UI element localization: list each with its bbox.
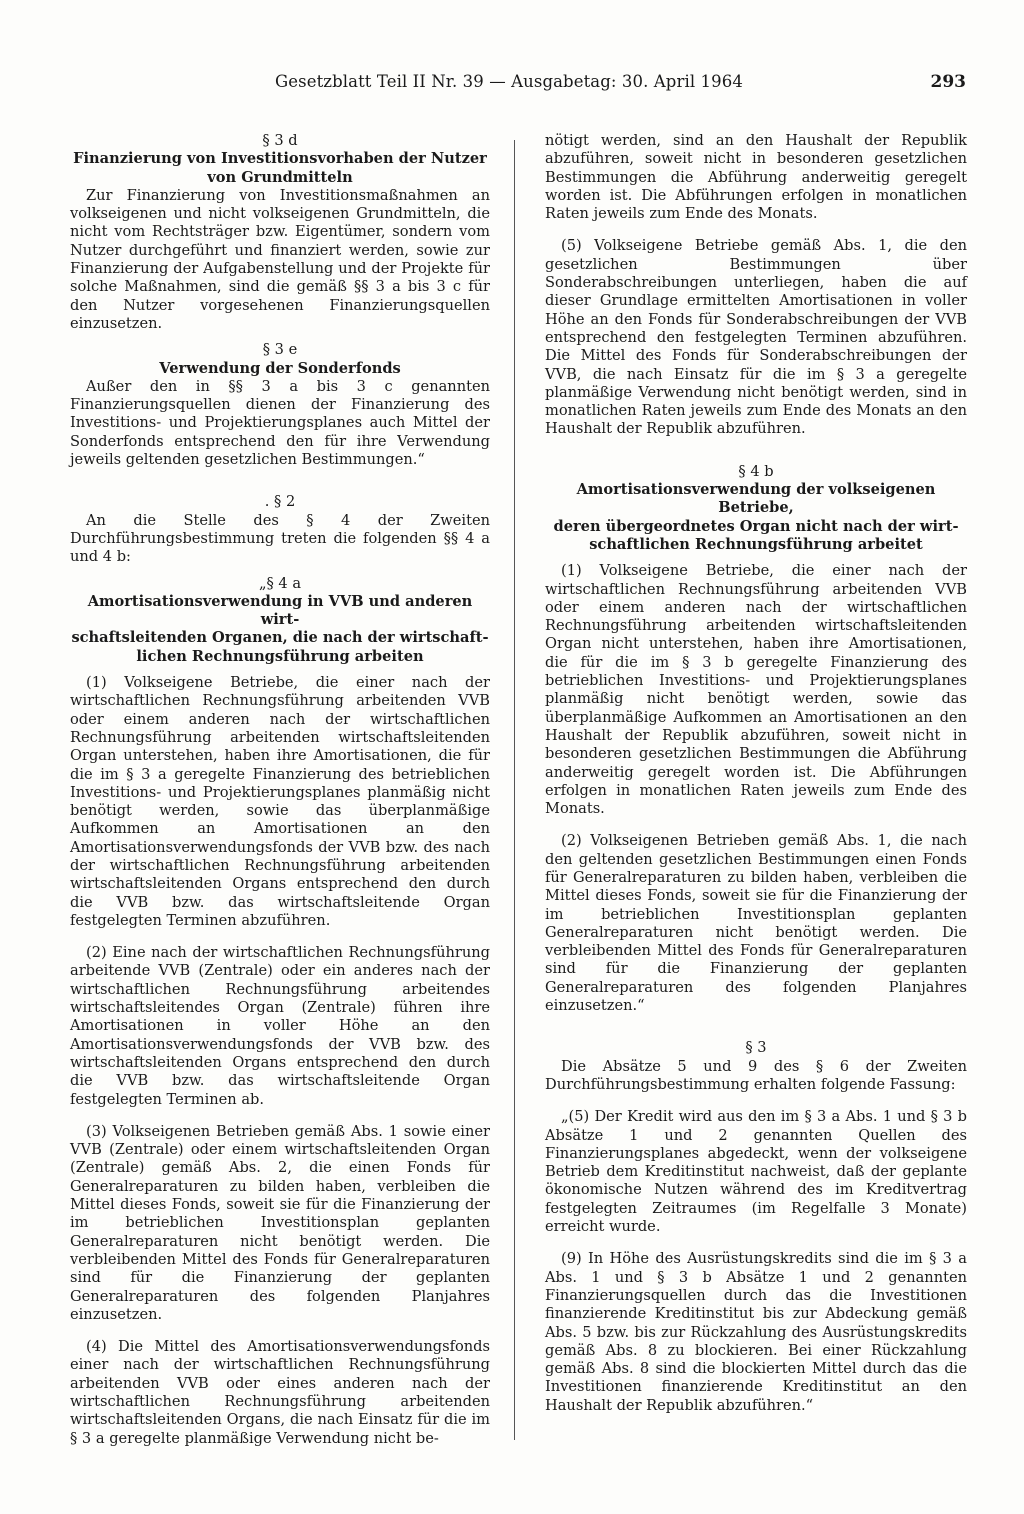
- left-column: [70, 132, 490, 1448]
- section-text-3: Die Absätze 5 und 9 des § 6 der Zweiten Durchführungsbestimmung erhalten folgende Fassung:: [545, 1057, 967, 1093]
- page-header: [0, 72, 1024, 102]
- section-heading-3d-line-1: Finanzierung von Investitionsvorhaben der Nutzer: [73, 150, 487, 168]
- section-heading-4b-line-1: Amortisationsverwendung der volkseigenen Betriebe,: [576, 481, 936, 517]
- section-label-4b: § 4 b: [738, 462, 774, 480]
- paragraph-4a-5: (5) Volkseigene Betriebe gemäß Abs. 1, die den gesetzlichen Bestimmungen über Sonderabschreibungen unterliegen, haben die auf dieser Grundlage ermittelten Amortisationen in voller Höhe an den Fonds für Sonderabschreibungen der VVB entsprechend den festgelegten Terminen abzuführen. Die Mittel des Fonds für Sonderabschreibungen der VVB, die nach Einsatz für die im § 3 a geregelte planmäßige Verwendung nicht benötigt werden, sind in monatlichen Raten jeweils zum Ende des Monats an den Haushalt der Republik abzuführen.: [545, 237, 967, 438]
- section-heading-3e: Verwendung der Sonderfonds: [159, 359, 401, 377]
- paragraph-3-5: „(5) Der Kredit wird aus den im § 3 a Abs. 1 und § 3 b Absätze 1 und 2 genannten Quellen des Finanzierungsplanes abgedeckt, wenn der volkseigene Betrieb dem Kreditinstitut nachweist, daß der geplante ökonomische Nutzen während des im Kreditvertrag festgelegten Zeitraumes (im Regelfalle 3 Monate) erreicht wurde.: [545, 1108, 967, 1236]
- section-heading-4b-line-3: schaftlichen Rechnungsführung arbeitet: [589, 535, 923, 553]
- section-heading-4a-line-1: Amortisationsverwendung in VVB und anderen wirt-: [87, 592, 473, 629]
- paragraph-4a-4: (4) Die Mittel des Amortisationsverwendungsfonds einer nach der wirtschaftlichen Rechnungsführung arbeitenden VVB oder eines anderen nach der wirtschaftlichen Rechnungsführung arbeitenden wirtschaftsleitenden Organs, die nach Einsatz für die im § 3 a geregelte planmäßige Verwendung nicht be-: [70, 1338, 490, 1447]
- paragraph-4a-2: (2) Eine nach der wirtschaftlichen Rechnungsführung arbeitende VVB (Zentrale) oder ein anderes nach der wirtschaftlichen Rechnungsführung arbeitendes wirtschaftsleitendes Organ (Zentrale) führen ihre Amortisationen in voller Höhe an den Amortisationsverwendungsfonds der VVB bzw. des wirtschaftsleitenden Organs entsprechend den durch die VVB bzw. das wirtschaftsleitende Organ festgelegten Terminen ab.: [70, 944, 490, 1108]
- section-heading-4a-line-2: schaftsleitenden Organen, die nach der wirtschaft-: [71, 629, 489, 647]
- paragraph-4b-2: (2) Volkseigenen Betrieben gemäß Abs. 1, die nach den geltenden gesetzlichen Bestimmungen einen Fonds für Generalreparaturen zu bilden haben, verbleiben die Mittel dieses Fonds, soweit sie für die Finanzierung der im betrieblichen Investitionsplan geplanten Generalreparaturen nicht benötigt werden. Die verbleibenden Mittel des Fonds für Generalreparaturen sind für die Finanzierung der geplanten Generalreparaturen des folgenden Planjahres einzusetzen.“: [545, 832, 967, 1015]
- section-heading-3d-line-2: von Grundmitteln: [207, 168, 353, 186]
- section-label-3d: § 3 d: [262, 132, 298, 149]
- section-label-3: § 3: [745, 1039, 767, 1057]
- paragraph-4a-4-continued: nötigt werden, sind an den Haushalt der Republik abzuführen, soweit nicht in besonderen gesetzlichen Bestimmungen die Abführung anderweitig geregelt worden ist. Die Abführungen erfolgen in monatlichen Raten jeweils zum Ende des Monats.: [545, 132, 967, 223]
- paragraph-4a-1: (1) Volkseigene Betriebe, die einer nach der wirtschaftlichen Rechnungsführung arbeitenden VVB oder einem anderen nach der wirtschaftlichen Rechnungsführung arbeitenden wirtschaftsleitenden Organ unterstehen, haben ihre Amortisationen, die für die im § 3 a geregelte Finanzierung des betrieblichen Investitions- und Projektierungsplanes planmäßig nicht benötigt werden, sowie das überplanmäßige Aufkommen an Amortisationen an den Amortisationsverwendungsfonds der VVB bzw. des nach der wirtschaftlichen Rechnungsführung arbeitenden wirtschaftsleitenden Organs entsprechend den durch die VVB bzw. das wirtschaftsleitende Organ festgelegten Terminen abzuführen.: [70, 674, 490, 929]
- section-label-3e: § 3 e: [262, 341, 298, 359]
- paragraph-4b-1: (1) Volkseigene Betriebe, die einer nach der wirtschaftlichen Rechnungsführung arbeitenden VVB oder einem anderen nach der wirtschaftlichen Rechnungsführung arbeitenden wirtschaftsleitenden Organ nicht unterstehen, haben ihre Amortisationen, die für die im § 3 b geregelte Finanzierung des betrieblichen Investitions- und Projektierungsplanes planmäßig nicht benötigt werden, sowie das überplanmäßige Aufkommen an Amortisationen an den Haushalt der Republik abzuführen, soweit nicht in besonderen gesetzlichen Bestimmungen die Abführung anderweitig geregelt worden ist. Die Abführungen erfolgen in monatlichen Raten jeweils zum Ende des Monats.: [545, 562, 967, 818]
- right-column: [545, 132, 967, 1415]
- section-text-3e: Außer den in §§ 3 a bis 3 c genannten Finanzierungsquellen dienen der Finanzierung des Investitions- und Projektierungsplanes auch Mittel der Sonderfonds entsprechend den für ihre Verwendung jeweils geltenden gesetzlichen Bestimmungen.“: [70, 377, 490, 469]
- paragraph-4a-3: (3) Volkseigenen Betrieben gemäß Abs. 1 sowie einer VVB (Zentrale) oder einem wirtschaftsleitenden Organ (Zentrale) gemäß Abs. 2, die einen Fonds für Generalreparaturen zu bilden haben, verbleiben die Mittel dieses Fonds, soweit sie für die Finanzierung der im betrieblichen Investitionsplan geplanten Generalreparaturen nicht benötigt werden. Die verbleibenden Mittel des Fonds für Generalreparaturen sind für die Finanzierung der geplanten Generalreparaturen des folgenden Planjahres einzusetzen.: [70, 1122, 490, 1323]
- page-number: 293: [930, 72, 966, 92]
- section-heading-4a-line-3: lichen Rechnungsführung arbeiten: [136, 647, 424, 665]
- section-label-4a: „§ 4 a: [258, 574, 302, 592]
- section-text-3d: Zur Finanzierung von Investitionsmaßnahmen an volkseigenen und nicht volkseigenen Grundmitteln, die nicht vom Rechtsträger bzw. Eigentümer, sondern vom Nutzer durchgeführt und finanziert werden, sowie zur Finanzierung der Aufgabenstellung und der Projekte für solche Maßnahmen, sind die gemäß §§ 3 a bis 3 c für den Nutzer vorgesehenen Finanzierungsquellen einzusetzen.: [70, 186, 490, 332]
- section-text-2: An die Stelle des § 4 der Zweiten Durchführungsbestimmung treten die folgenden §§ 4 a und 4 b:: [70, 511, 490, 566]
- column-divider: [514, 140, 515, 1440]
- gazette-title: Gesetzblatt Teil II Nr. 39 — Ausgabetag: 30. April 1964: [275, 72, 743, 91]
- section-label-2: . § 2: [264, 493, 296, 511]
- paragraph-3-9: (9) In Höhe des Ausrüstungskredits sind die im § 3 a Abs. 1 und § 3 b Absätze 1 und 2 genannten Finanzierungsquellen durch das die Investitionen finanzierende Kreditinstitut bis zur Abdeckung gemäß Abs. 5 bzw. bis zur Rückzahlung des Ausrüstungskredits gemäß Abs. 8 zu blockieren. Bei einer Rückzahlung gemäß Abs. 8 sind die blockierten Mittel durch das die Investitionen finanzierende Kreditinstitut an den Haushalt der Republik abzuführen.“: [545, 1250, 967, 1414]
- section-heading-4b-line-2: deren übergeordnetes Organ nicht nach der wirt-: [553, 517, 959, 535]
